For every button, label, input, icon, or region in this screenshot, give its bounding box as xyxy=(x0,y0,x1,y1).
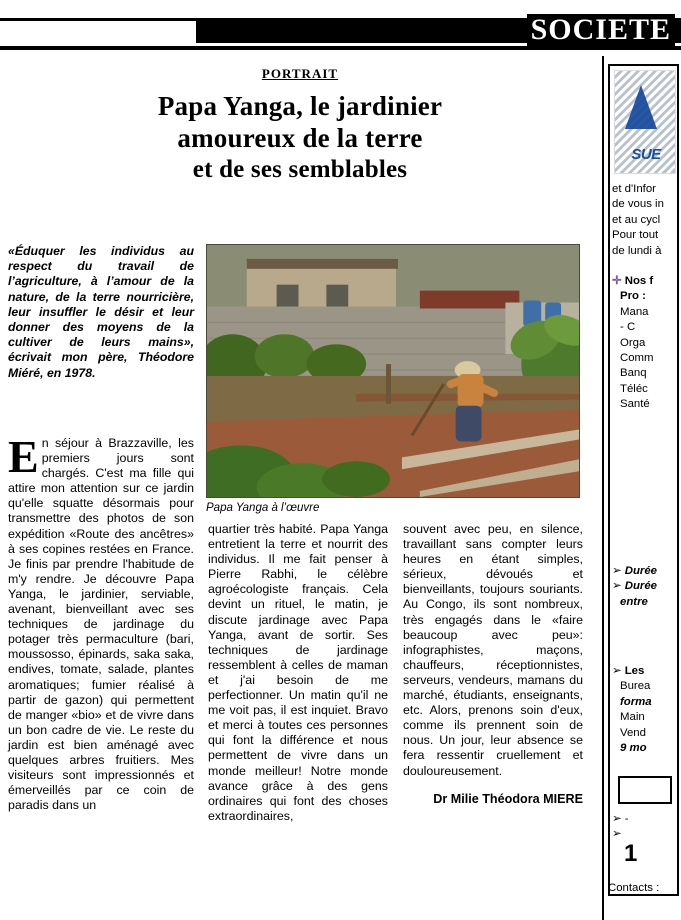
drop-cap: E xyxy=(8,431,39,482)
advert-section-line-3: Mana xyxy=(620,305,649,318)
headline-line-3: et de ses semblables xyxy=(192,156,408,183)
chevron-right-icon-5: ➢ xyxy=(612,828,622,841)
advert-section-line-5: Orga xyxy=(620,336,646,349)
advert-lead-line-1: et d'Infor xyxy=(612,183,656,195)
advert-form-line-4: Main xyxy=(620,711,645,724)
advert-section-line-8: Téléc xyxy=(620,382,648,395)
section-title: SOCIETE xyxy=(527,14,675,46)
article-area xyxy=(0,56,600,920)
advert-duration-line-1: ➢ Durée xyxy=(612,565,658,577)
advert-logo-word: SUE xyxy=(631,146,661,163)
body-column-3 xyxy=(403,522,583,807)
advert-input-box[interactable] xyxy=(618,776,672,804)
chevron-right-icon-3: ➢ xyxy=(612,665,622,677)
advert-panel xyxy=(608,64,681,904)
photo-caption: Papa Yanga à l’œuvre xyxy=(206,502,320,514)
article-photo xyxy=(206,244,580,498)
advert-form-line-1: ➢ Les xyxy=(612,665,645,677)
advert-logo-mark xyxy=(625,85,657,129)
advert-lead-text xyxy=(612,182,678,259)
advert-form-block xyxy=(612,664,678,756)
body-column-3-text: souvent avec peu, en silence, travaillant sans compter leurs heures en étant simples, sérieux, dévoués et bienveillants, toujours souriants. Au Congo, ils sont nombreux, très engagés dans le «faire beaucoup avec peu»: infographistes, maçons, chauffeurs, réceptionnistes, serveurs, vendeurs, mamans du marché, étudiants, enseignants, etc. Alors, prenons soin d'eux, comme ils prennent soin de nous. Un jour, leur absence se fera ressentir cruellement et douloureusement. xyxy=(403,522,583,778)
advert-lower-line-1: ➢ - xyxy=(612,813,629,825)
chevron-right-icon: ➢ xyxy=(612,565,622,577)
advert-logo xyxy=(614,70,676,174)
article-photo-block xyxy=(206,244,580,514)
advert-big-number: 1 xyxy=(624,840,638,867)
advert-offer-list xyxy=(612,274,678,413)
advert-section-line-2: Pro : xyxy=(620,290,646,303)
intro-quote: «Éduquer les individus au respect du travail de l’agriculture, à l’amour de la nature, de la terre nourricière, leur insuffler le désir et leur donner des moyens de la cultiver de leurs mains», écrivait mon père, Théodore Miéré, en 1978. xyxy=(8,244,194,380)
advert-section-heading xyxy=(612,274,678,289)
page-title xyxy=(18,90,582,186)
advert-section-line-1: Nos f xyxy=(624,275,654,287)
advert-contacts: Contacts : xyxy=(608,882,660,894)
chevron-right-icon-4: ➢ xyxy=(612,813,622,825)
advert-form-line-3: forma xyxy=(620,695,652,708)
advert-duration-list xyxy=(612,564,678,610)
headline-line-1: Papa Yanga, le jardinier xyxy=(157,91,443,121)
advert-section-line-9: Santé xyxy=(620,398,650,411)
advert-form-line-5: Vend xyxy=(620,726,646,739)
advert-section-line-4: - C xyxy=(620,321,636,334)
advert-lower-line-2 xyxy=(612,827,678,842)
masthead-white-notch xyxy=(0,21,196,43)
advert-lower-list xyxy=(612,812,678,843)
chevron-right-icon-2: ➢ xyxy=(612,580,622,593)
advert-section-line-6: Comm xyxy=(620,352,654,365)
advert-form-line-2: Burea xyxy=(620,680,651,693)
body-column-1 xyxy=(8,431,194,813)
article-byline: Dr Milie Théodora MIERE xyxy=(433,791,583,806)
intro-row xyxy=(8,244,596,514)
advert-form-line-6: 9 mo xyxy=(620,742,647,755)
masthead-bottom-rule xyxy=(0,46,681,50)
advert-duration-line-3: entre xyxy=(620,595,648,608)
page-body xyxy=(0,56,681,920)
advert-lead-line-4: Pour tout xyxy=(612,229,659,242)
advert-lead-line-3: et au cycl xyxy=(612,213,661,226)
body-column-2: quartier très habité. Papa Yanga entretient la terre et nourrit des individus. Il me fait penser à Pierre Rabhi, le célèbre agroécologiste français. Cela devint un rituel, le matin, je discute jardinage avec Papa Yanga, avant de sortir. Ses techniques de jardinage ressemblent à celles de maman et j'ai besoin de me perfectionner. Un matin qu'il ne me voit pas, il est inquiet. Bravo et merci à toutes ces personnes qui font la différence et nous permettent de vivre dans un monde meilleur! Notre monde avance grâce à des gens ordinaires qui font des choses extraordinaires, xyxy=(208,522,388,823)
advert-lead-line-5: de lundi à xyxy=(612,244,662,257)
masthead xyxy=(0,0,681,56)
advert-section-line-7: Banq xyxy=(620,367,647,380)
headline-line-2: amoureux de la terre xyxy=(177,123,423,153)
column-divider xyxy=(602,56,604,920)
article-kicker: PORTRAIT xyxy=(261,66,339,81)
advert-duration-line-2: ➢ Durée xyxy=(612,580,658,593)
advert-lead-line-2: de vous in xyxy=(612,198,664,211)
cross-bullet-icon: ✛ xyxy=(612,275,622,287)
body-column-1-text: n séjour à Brazzaville, les premiers jours sont chargés. C'est ma fille qui attire mon attention sur ce jardin qu'elle squatte désormais pour transmettre des photos de son expédition «Route des ancêtres» à ses copines restées en France. Je finis par prendre l'habitude de m'y rendre. Je découvre Papa Yanga, le jardinier, serviable, avenant, bienveillant avec ses techniques de jardinage du potager très permaculture (bari, moussosso, épinards, saka saka, endives, tomate, salade, plantes aromatiques; fumier réalisé à partir de gazon) qui permettent de manger «bio» et de vivre dans un bon cadre de vie. Le reste du jardin est bien aménagé avec quelques arbres fruitiers. Mes visiteurs sont impressionnés et émerveillés par ce coin de paradis dans un xyxy=(8,436,194,813)
